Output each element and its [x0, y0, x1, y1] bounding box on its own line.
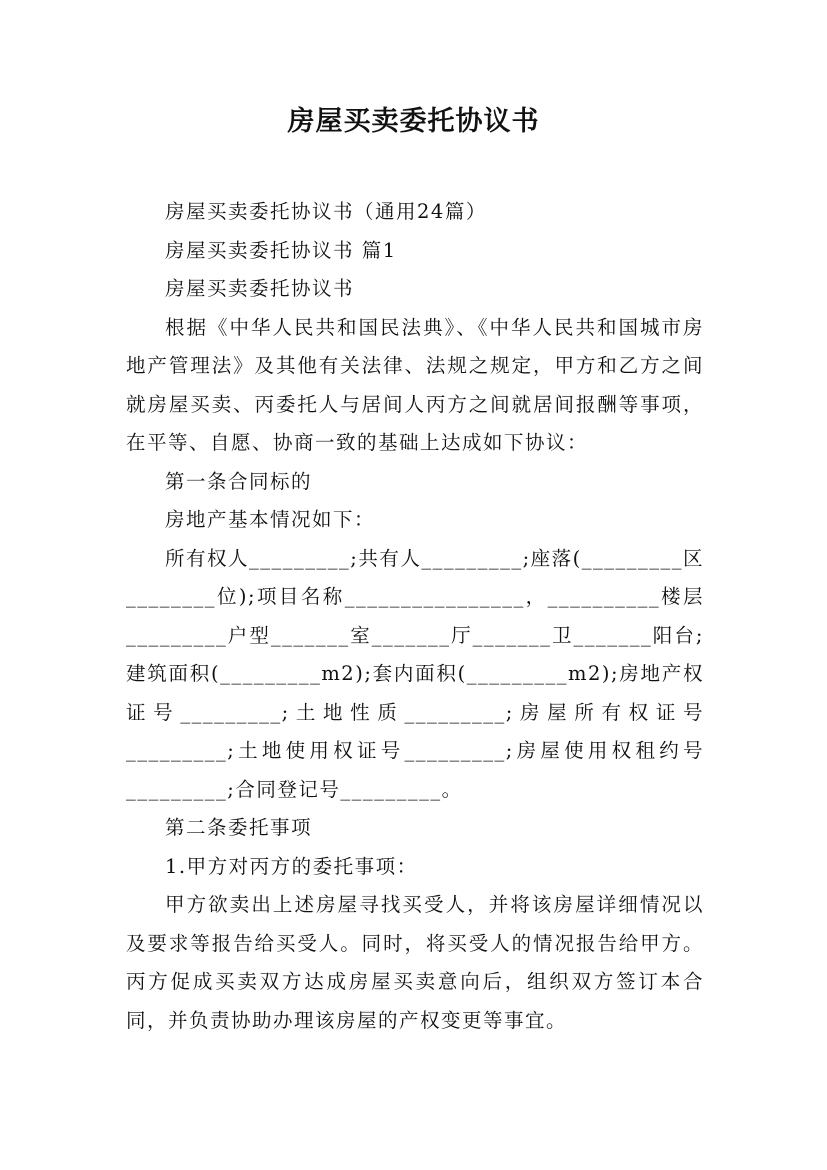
property-info-heading: 房地产基本情况如下：	[165, 508, 376, 531]
document-title: 房屋买卖委托协议书	[287, 106, 540, 137]
property-details-paragraph: 所有权人_________;共有人_________;座落(_________区________位);项目名称________________，__________楼层_________户型_______室_______厅_______卫_______阳台;建筑面积(_________m2);套内面积(_________m2);房地产权证号_________;土地性质_________;房屋所有权证号_________;土地使用权证号_________;房屋使用权租约号_________;合同登记号_________。	[126, 546, 704, 801]
agreement-title-paragraph: 房屋买卖委托协议书	[165, 277, 355, 300]
article-1-heading: 第一条合同标的	[165, 469, 313, 493]
subtitle-paragraph: 房屋买卖委托协议书（通用24篇）	[165, 200, 487, 223]
section-heading: 房屋买卖委托协议书 篇1	[165, 238, 397, 262]
delegation-details-paragraph: 甲方欲卖出上述房屋寻找买受人，并将该房屋详细情况以及要求等报告给买受人。同时，将买受人的情况报告给甲方。丙方促成买卖双方达成房屋买卖意向后，组织双方签订本合同，并负责协助办理该房屋的产权变更等事宜。	[126, 893, 704, 1032]
delegation-item-heading: 1.甲方对丙方的委托事项：	[165, 854, 418, 878]
article-2-heading: 第二条委托事项	[165, 816, 313, 839]
document-body	[126, 193, 704, 1040]
intro-paragraph: 根据《中华人民共和国民法典》、《中华人民共和国城市房地产管理法》及其他有关法律、法规之规定，甲方和乙方之间就房屋买卖、丙委托人与居间人丙方之间就居间报酬等事项，在平等、自愿、协商一致的基础上达成如下协议：	[126, 315, 704, 454]
